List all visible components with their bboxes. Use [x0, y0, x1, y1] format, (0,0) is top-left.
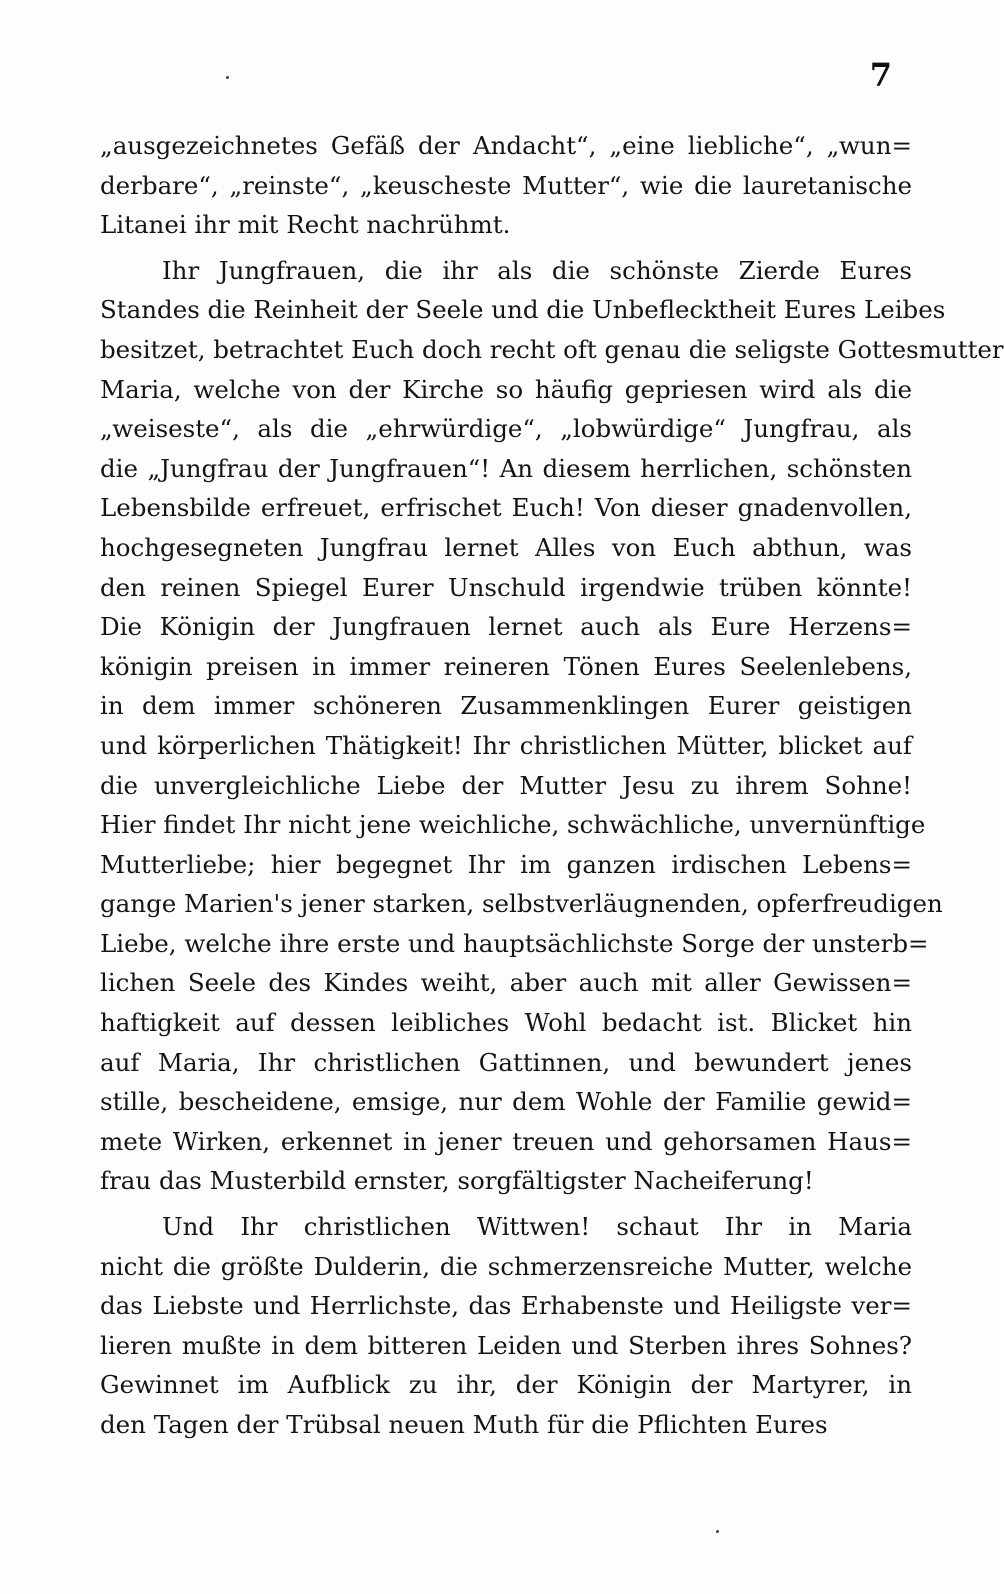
- text-line: besitzet, betrachtet Euch doch recht oft genau die seligste Gottesmutter: [100, 334, 1004, 364]
- text-line: Gewinnet im Aufblick zu ihr, der Königin der Martyrer, in: [100, 1370, 912, 1400]
- text-line: lichen Seele des Kindes weiht, aber auch mit aller Gewissen=: [100, 968, 912, 998]
- text-line: die „Jungfrau der Jungfrauen“! An diesem herrlichen, schönsten: [100, 453, 912, 483]
- text-line: auf Maria, Ihr christlichen Gattinnen, und bewundert jenes: [100, 1047, 912, 1077]
- text-line: „ausgezeichnetes Gefäß der Andacht“, „eine liebliche“, „wun=: [100, 131, 912, 160]
- page-number: 7: [869, 56, 892, 94]
- text-line: in dem immer schöneren Zusammenklingen Eurer geistigen: [100, 691, 912, 721]
- text-line: Hier findet Ihr nicht jene weichliche, schwächliche, unvernünftige: [100, 810, 926, 840]
- text-line: „weiseste“, als die „ehrwürdige“, „lobwürdige“ Jungfrau, als: [100, 414, 912, 444]
- text-line: den reinen Spiegel Eurer Unschuld irgendwie trüben könnte!: [100, 572, 912, 602]
- text-line: Und Ihr christlichen Wittwen! schaut Ihr in Maria: [162, 1212, 912, 1242]
- text-line: hochgesegneten Jungfrau lernet Alles von Euch abthun, was: [100, 532, 912, 562]
- text-line: Litanei ihr mit Recht nachrühmt.: [100, 210, 511, 240]
- text-line: Lebensbilde erfreuet, erfrischet Euch! Von dieser gnadenvollen,: [100, 493, 912, 523]
- text-line: frau das Musterbild ernster, sorgfältigster Nacheiferung!: [100, 1166, 814, 1196]
- text-line: und körperlichen Thätigkeit! Ihr christlichen Mütter, blicket auf: [100, 730, 912, 760]
- print-speck: [716, 1530, 719, 1533]
- text-line: Standes die Reinheit der Seele und die Unbeflecktheit Eures Leibes: [100, 295, 946, 325]
- text-line: haftigkeit auf dessen leibliches Wohl bedacht ist. Blicket hin: [100, 1008, 912, 1038]
- paragraph: [100, 251, 1004, 1201]
- text-line: stille, bescheidene, emsige, nur dem Wohle der Familie gewid=: [100, 1087, 912, 1117]
- text-line: Maria, welche von der Kirche so häufig gepriesen wird als die: [100, 374, 912, 404]
- body-text: [100, 126, 1004, 1445]
- text-line: königin preisen in immer reineren Tönen Eures Seelenlebens,: [100, 651, 912, 681]
- text-line: Liebe, welche ihre erste und hauptsächlichste Sorge der unsterb=: [100, 928, 929, 958]
- paragraph: [100, 1207, 912, 1445]
- text-line: derbare“, „reinste“, „keuscheste Mutter“, wie die lauretanische: [100, 170, 912, 200]
- text-line: das Liebste und Herrlichste, das Erhabenste und Heiligste ver=: [100, 1291, 912, 1321]
- paragraph: [100, 126, 912, 245]
- text-line: Ihr Jungfrauen, die ihr als die schönste Zierde Eures: [162, 255, 912, 285]
- print-speck: [226, 76, 229, 79]
- text-line: nicht die größte Dulderin, die schmerzensreiche Mutter, welche: [100, 1251, 912, 1281]
- text-line: Mutterliebe; hier begegnet Ihr im ganzen irdischen Lebens=: [100, 849, 912, 879]
- text-line: den Tagen der Trübsal neuen Muth für die Pflichten Eures: [100, 1410, 828, 1439]
- text-line: mete Wirken, erkennet in jener treuen und gehorsamen Haus=: [100, 1126, 912, 1156]
- text-line: gange Marien's jener starken, selbstverläugnenden, opferfreudigen: [100, 889, 943, 919]
- text-line: lieren mußte in dem bitteren Leiden und Sterben ihres Sohnes?: [100, 1330, 912, 1360]
- text-line: Die Königin der Jungfrauen lernet auch als Eure Herzens=: [100, 612, 912, 642]
- text-line: die unvergleichliche Liebe der Mutter Jesu zu ihrem Sohne!: [100, 770, 912, 800]
